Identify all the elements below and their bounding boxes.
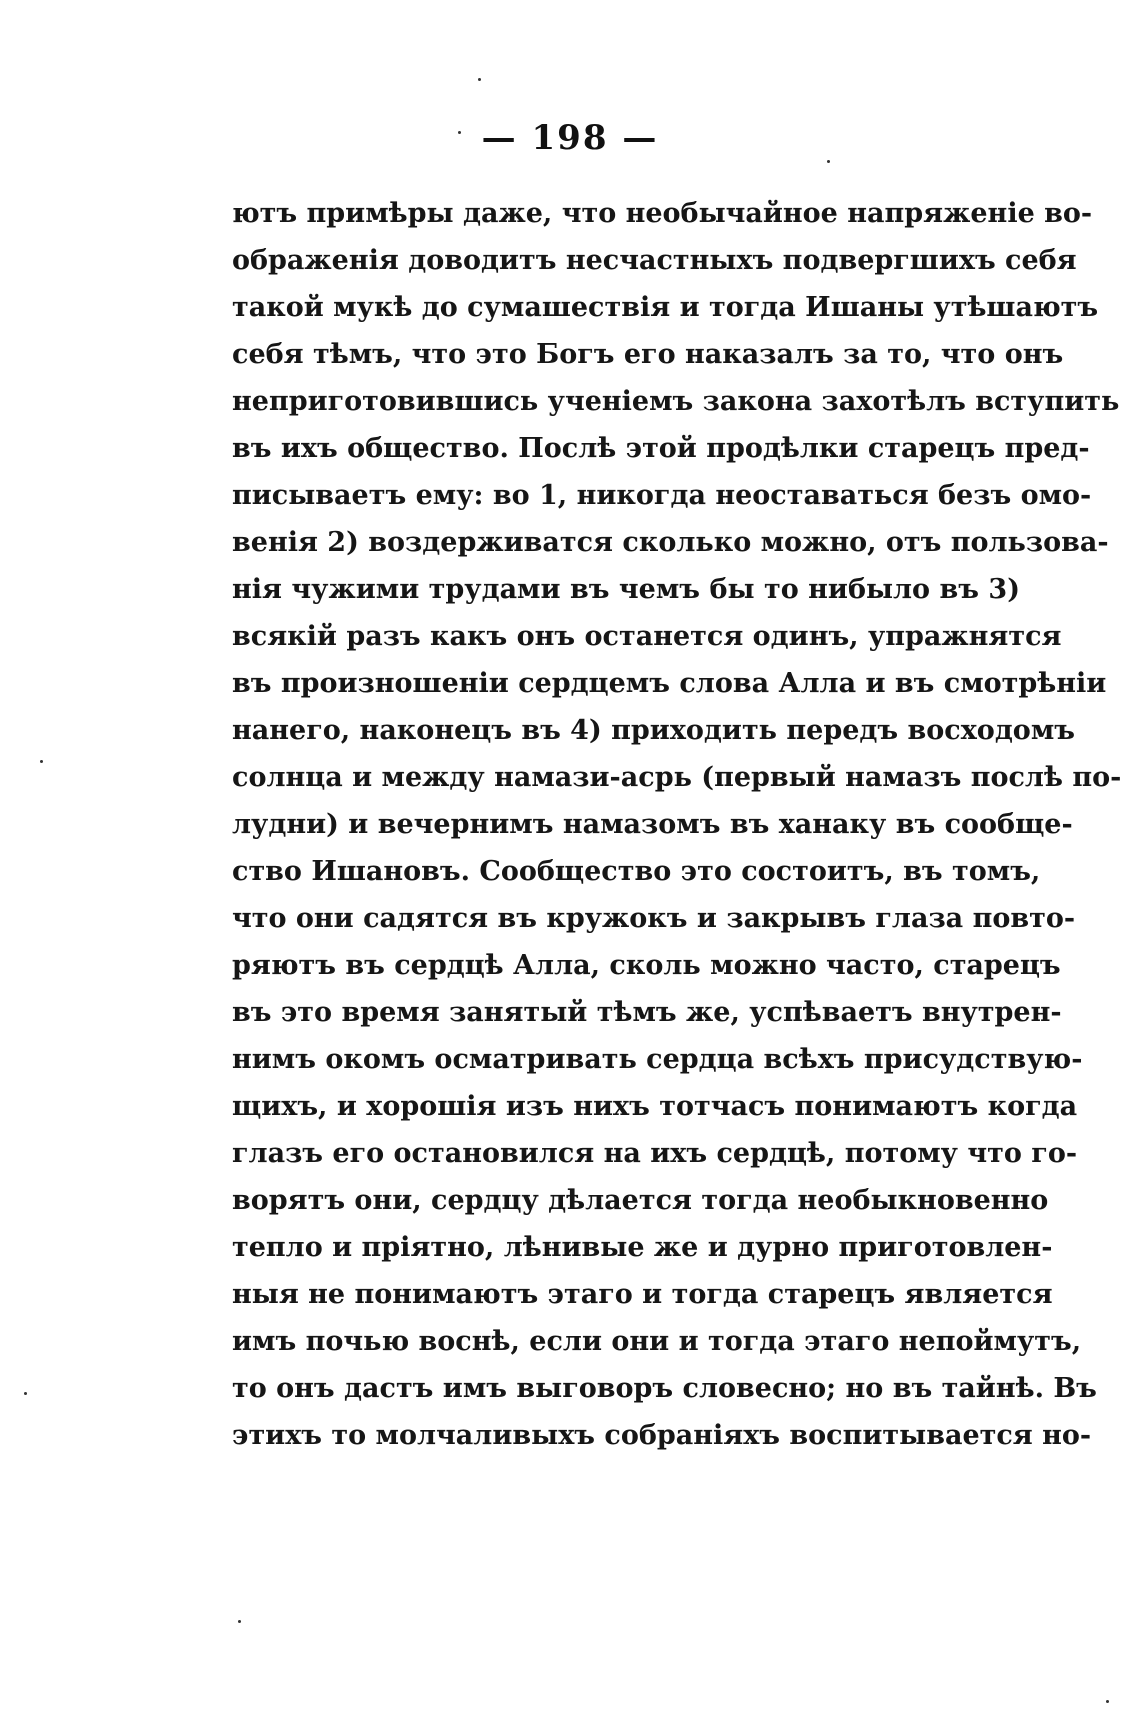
text-line: ображенія доводитъ несчастныхъ подвергшихъ себя bbox=[232, 245, 1077, 276]
scan-speck bbox=[238, 1620, 241, 1623]
page-number: — 198 — bbox=[481, 118, 659, 158]
text-line: писываетъ ему: во 1, никогда неоставаться безъ омо- bbox=[232, 480, 1092, 511]
text-line: этихъ то молчаливыхъ собраніяхъ воспитывается но- bbox=[232, 1420, 1092, 1451]
text-line: то онъ дастъ имъ выговоръ словесно; но въ тайнѣ. Въ bbox=[232, 1373, 1097, 1404]
text-line: въ это время занятый тѣмъ же, успѣваетъ внутрен- bbox=[232, 997, 1062, 1028]
text-line: глазъ его остановился на ихъ сердцѣ, потому что го- bbox=[232, 1138, 1078, 1169]
text-line: всякій разъ какъ онъ останется одинъ, упражнятся bbox=[232, 621, 1062, 652]
scan-speck bbox=[478, 78, 481, 81]
text-line: въ произношеніи сердцемъ слова Алла и въ смотрѣніи bbox=[232, 668, 1107, 699]
text-line: ворятъ они, сердцу дѣлается тогда необыкновенно bbox=[232, 1185, 1049, 1216]
scan-speck bbox=[458, 131, 461, 134]
text-line: нимъ окомъ осматривать сердца всѣхъ присудствую- bbox=[232, 1044, 1083, 1075]
text-line: ютъ примѣры даже, что необычайное напряженіе во- bbox=[232, 198, 1093, 229]
text-line: тепло и пріятно, лѣнивые же и дурно приготовлен- bbox=[232, 1232, 1053, 1263]
body-text bbox=[232, 190, 1122, 1459]
scan-speck bbox=[1106, 1700, 1109, 1703]
text-line: ряютъ въ сердцѣ Алла, сколь можно часто, старецъ bbox=[232, 950, 1061, 981]
text-line: лудни) и вечернимъ намазомъ въ ханаку въ сообще- bbox=[232, 809, 1073, 840]
text-line: въ ихъ общество. Послѣ этой продѣлки старецъ пред- bbox=[232, 433, 1090, 464]
text-line: ныя не понимаютъ этаго и тогда старецъ является bbox=[232, 1279, 1053, 1310]
scan-speck bbox=[40, 760, 43, 763]
text-line: имъ почью воснѣ, если они и тогда этаго непоймутъ, bbox=[232, 1326, 1082, 1357]
text-line: щихъ, и хорошія изъ нихъ тотчасъ понимаютъ когда bbox=[232, 1091, 1078, 1122]
text-line: солнца и между намази-асрь (первый намазъ послѣ по- bbox=[232, 762, 1122, 793]
text-line: себя тѣмъ, что это Богъ его наказалъ за то, что онъ bbox=[232, 339, 1064, 370]
text-line: ство Ишановъ. Сообщество это состоитъ, въ томъ, bbox=[232, 856, 1041, 887]
text-line: нанего, наконецъ въ 4) приходить передъ восходомъ bbox=[232, 715, 1075, 746]
scan-speck bbox=[24, 1392, 27, 1395]
text-line: неприготовившись ученіемъ закона захотѣлъ вступить bbox=[232, 386, 1120, 417]
text-line: нія чужими трудами въ чемъ бы то нибыло въ 3) bbox=[232, 574, 1020, 605]
scan-speck bbox=[827, 160, 830, 163]
text-line: что они садятся въ кружокъ и закрывъ глаза повто- bbox=[232, 903, 1076, 934]
text-line: такой мукѣ до сумашествія и тогда Ишаны утѣшаютъ bbox=[232, 292, 1099, 323]
text-line: венія 2) воздерживатся сколько можно, отъ пользова- bbox=[232, 527, 1109, 558]
